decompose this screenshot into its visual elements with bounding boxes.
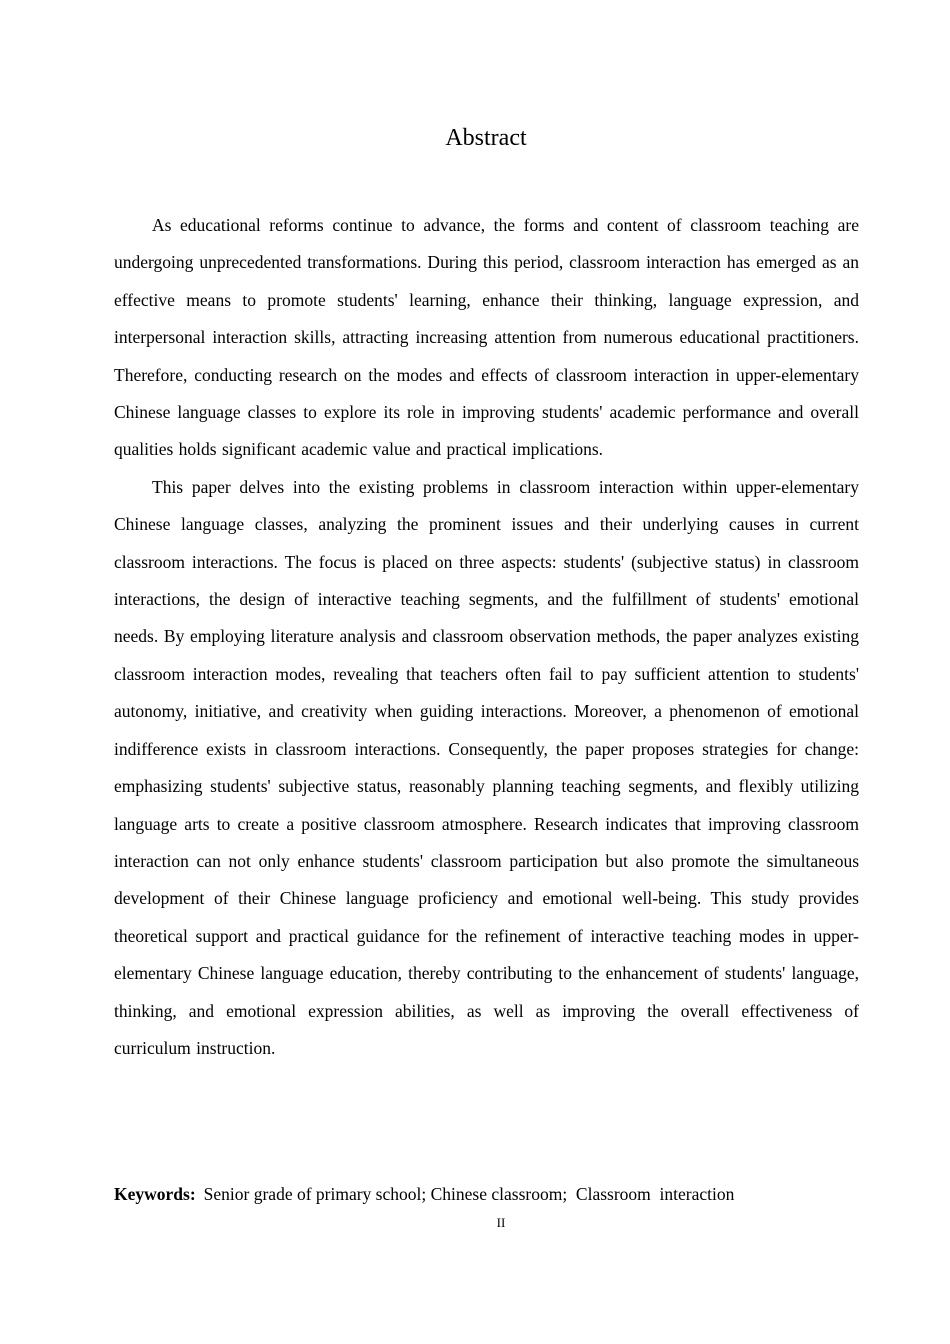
keywords-line — [114, 1178, 874, 1210]
keywords-label: Keywords: — [114, 1184, 196, 1204]
abstract-paragraph-2: This paper delves into the existing problems in classroom interaction within upper-elementary Chinese language classes, analyzing the prominent issues and their underlying causes in current classroom interactions. The focus is placed on three aspects: students' (subjective status) in classroom interactions, the design of interactive teaching segments, and the fulfillment of students' emotional needs. By employing literature analysis and classroom observation methods, the paper analyzes existing classroom interaction modes, revealing that teachers often fail to pay sufficient attention to students' autonomy, initiative, and creativity when guiding interactions. Moreover, a phenomenon of emotional indifference exists in classroom interactions. Consequently, the paper proposes strategies for change: emphasizing students' subjective status, reasonably planning teaching segments, and flexibly utilizing language arts to create a positive classroom atmosphere. Research indicates that improving classroom interaction can not only enhance students' classroom participation but also promote the simultaneous development of their Chinese language proficiency and emotional well-being. This study provides theoretical support and practical guidance for the refinement of interactive teaching modes in upper-elementary Chinese language education, thereby contributing to the enhancement of students' language, thinking, and emotional expression abilities, as well as improving the overall effectiveness of curriculum instruction. — [114, 476, 859, 1058]
page-number: II — [496, 1215, 506, 1230]
abstract-body — [114, 207, 859, 1067]
abstract-paragraph-1: As educational reforms continue to advance, the forms and content of classroom teaching are undergoing unprecedented transformations. During this period, classroom interaction has emerged as an effective means to promote students' learning, enhance their thinking, language expression, and interpersonal interaction skills, attracting increasing attention from numerous educational practitioners. Therefore, conducting research on the modes and effects of classroom interaction in upper-elementary Chinese language classes to explore its role in improving students' academic performance and overall qualities holds significant academic value and practical implications. — [114, 215, 859, 460]
abstract-title: Abstract — [445, 125, 527, 151]
keywords-value: Senior grade of primary school; Chinese classroom; Classroom interaction — [203, 1184, 735, 1204]
